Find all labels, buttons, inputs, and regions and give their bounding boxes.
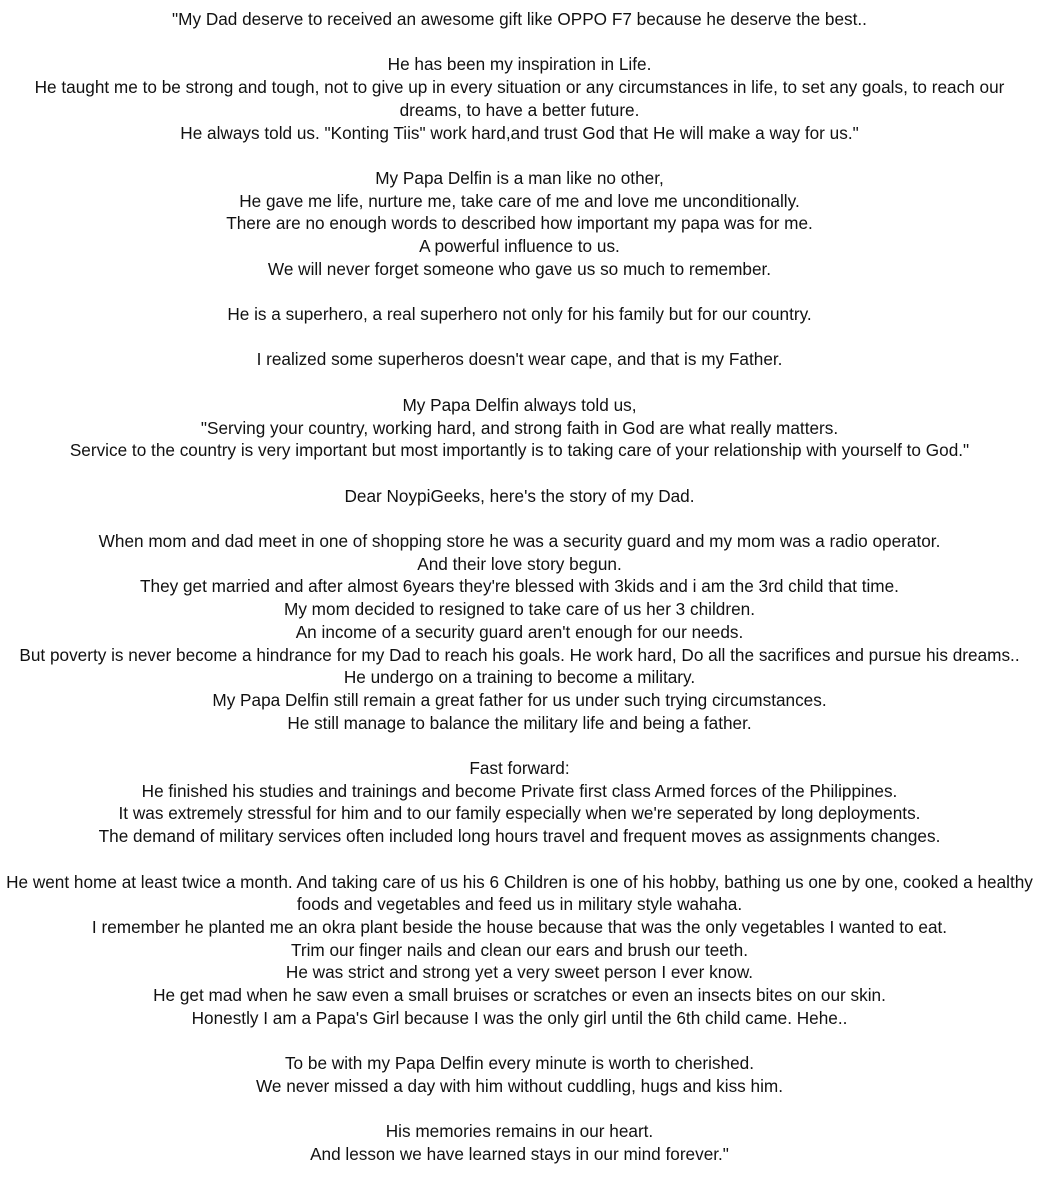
- text-line: Dear NoypiGeeks, here's the story of my Dad.: [344, 485, 695, 506]
- text-line: An income of a security guard aren't enough for our needs.: [295, 621, 744, 642]
- text-line: He is a superhero, a real superhero not only for his family but for our country.: [227, 304, 812, 325]
- text-line: They get married and after almost 6years they're blessed with 3kids and i am the 3rd child that time.: [140, 576, 899, 597]
- text-line: There are no enough words to described how important my papa was for me.: [226, 213, 813, 234]
- text-line: A powerful influence to us.: [419, 236, 620, 256]
- text-line: He still manage to balance the military life and being a father.: [287, 712, 752, 733]
- text-line: "My Dad deserve to received an awesome gift like OPPO F7 because he deserve the best..: [172, 9, 867, 29]
- text-line: We never missed a day with him without cuddling, hugs and kiss him.: [255, 1075, 783, 1096]
- text-line: He gave me life, nurture me, take care of me and love me unconditionally.: [239, 190, 800, 211]
- text-line: He finished his studies and trainings and become Private first class Armed forces of the Philippines.: [141, 780, 898, 801]
- paragraph: [4, 8, 1035, 31]
- text-line: It was extremely stressful for him and to our family especially when we're seperated by long deployments.: [118, 803, 921, 824]
- text-line: He always told us. "Konting Tiis" work hard,and trust God that He will make a way for us.": [180, 122, 859, 143]
- text-line: The demand of military services often included long hours travel and frequent moves as assignments changes.: [98, 826, 941, 847]
- text-line: We will never forget someone who gave us so much to remember.: [267, 258, 772, 279]
- text-line: His memories remains in our heart.: [385, 1121, 654, 1142]
- text-line: To be with my Papa Delfin every minute is worth to cherished.: [284, 1053, 755, 1074]
- paragraph: [4, 394, 1035, 462]
- text-line: He has been my inspiration in Life.: [387, 54, 652, 75]
- text-line: When mom and dad meet in one of shopping store he was a security guard and my mom was a radio operator.: [98, 531, 941, 552]
- text-line: But poverty is never become a hindrance for my Dad to reach his goals. He work hard, Do all the sacrifices and pursue his dreams..: [19, 644, 1020, 665]
- text-line: He went home at least twice a month. And taking care of us his 6 Children is one of his hobby, bathing us one by one, cooked a healthy foods and vegetables and feed us in military style wahaha.: [6, 871, 1033, 915]
- text-line: Honestly I am a Papa's Girl because I was the only girl until the 6th child came. Hehe..: [191, 1007, 848, 1028]
- text-line: Fast forward:: [469, 758, 570, 779]
- text-line: I remember he planted me an okra plant beside the house because that was the only vegetables I wanted to eat.: [91, 916, 948, 937]
- text-line: My Papa Delfin always told us,: [402, 394, 637, 415]
- paragraph: [4, 485, 1035, 508]
- paragraph: [4, 303, 1035, 326]
- paragraph: [4, 1120, 1035, 1165]
- text-line: My Papa Delfin is a man like no other,: [375, 167, 664, 188]
- text-line: My Papa Delfin still remain a great father for us under such trying circumstances.: [212, 689, 827, 710]
- paragraph: [4, 757, 1035, 848]
- paragraph: [4, 53, 1035, 144]
- text-line: My mom decided to resigned to take care of us her 3 children.: [284, 599, 755, 620]
- text-line: He taught me to be strong and tough, not to give up in every situation or any circumstances in life, to set any goals, to reach our dreams, to have a better future.: [34, 77, 1005, 120]
- paragraph: [4, 871, 1035, 1030]
- paragraph: [4, 1052, 1035, 1097]
- text-line: He was strict and strong yet a very sweet person I ever know.: [285, 962, 754, 983]
- text-line: I realized some superheros doesn't wear cape, and that is my Father.: [256, 349, 783, 370]
- text-line: Trim our finger nails and clean our ears and brush our teeth.: [291, 939, 748, 960]
- paragraph: [4, 348, 1035, 371]
- text-line: "Serving your country, working hard, and strong faith in God are what really matters.: [200, 417, 839, 438]
- text-line: Service to the country is very important but most importantly is to taking care of your relationship with yourself to God.": [69, 440, 970, 461]
- text-line: And their love story begun.: [417, 553, 622, 574]
- text-line: And lesson we have learned stays in our mind forever.": [310, 1143, 729, 1164]
- paragraph: [4, 167, 1035, 281]
- text-line: He undergo on a training to become a military.: [343, 667, 696, 688]
- text-line: He get mad when he saw even a small bruises or scratches or even an insects bites on our skin.: [153, 985, 886, 1006]
- paragraph: [4, 530, 1035, 734]
